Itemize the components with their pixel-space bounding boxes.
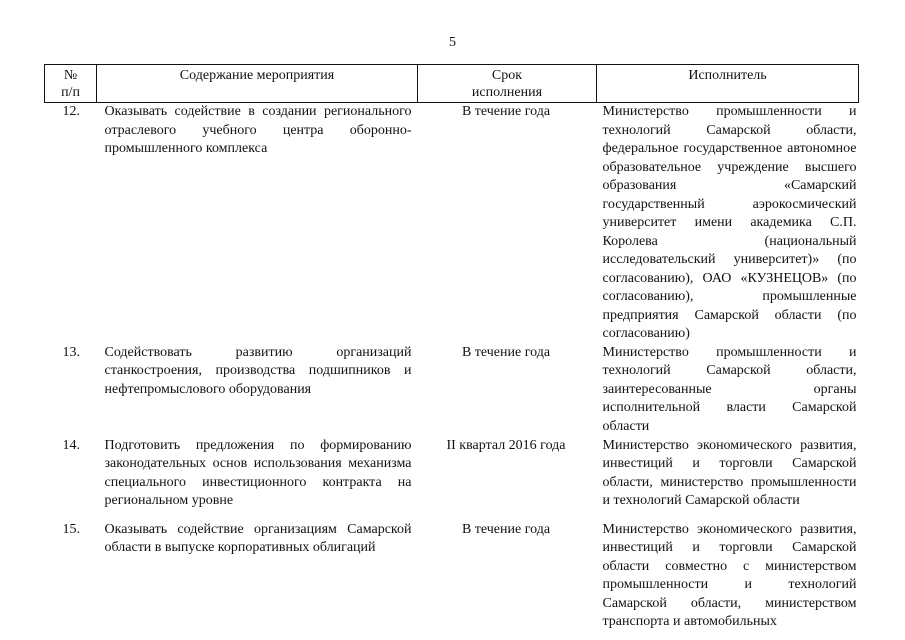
row-term: В течение года [461,521,551,537]
table-row [45,344,859,437]
row-content: Оказывать содействие в создании регионального отраслевого учебного центра оборонно-промышленного комплекса [104,104,412,156]
table-row [45,437,859,521]
table-row [45,103,859,344]
header-number: № п/п [45,65,97,103]
row-number: 14. [62,437,80,453]
row-content: Содействовать развитию организаций станкостроения, производства подшипников и нефтепромыслового оборудования [104,344,412,397]
row-term: В течение года [461,344,551,360]
page-number: 5 [449,35,456,50]
row-executor: Министерство экономического развития, инвестиций и торговли Самарской области совместно с министерством промышленности и технологий Самарской области, министерством транспорта и автомобильных [602,521,857,629]
row-executor: Министерство промышленности и технологий Самарской области, федеральное государственное автономное образовательное учреждение высшего образования «Самарский государственный аэрокосмический университет имени академика С.П. Королева (национальный исследовательский университет)» (по согласованию), ОАО «КУЗНЕЦОВ» (по согласованию), промышленные предприятия Самарской области (по согласованию) [602,104,857,341]
row-executor: Министерство экономического развития, инвестиций и торговли Самарской области, министерство промышленности и технологий Самарской области [602,437,857,508]
header-term: Срок исполнения [418,65,597,103]
table-row [45,521,859,632]
row-term: II квартал 2016 года [446,437,566,453]
row-content: Оказывать содействие организациям Самарской области в выпуске корпоративных облигаций [104,521,412,555]
measures-table [44,64,859,632]
header-content: Содержание мероприятия [97,65,418,103]
row-executor: Министерство промышленности и технологий Самарской области, заинтересованные органы исполнительной власти Самарской области [602,344,857,434]
row-content: Подготовить предложения по формированию законодательных основ использования механизма специального инвестиционного контракта на региональном уровне [104,437,412,508]
header-executor: Исполнитель [597,65,859,103]
row-number: 13. [62,344,80,360]
row-number: 15. [62,521,80,537]
row-number: 12. [62,104,80,119]
table-header-row [45,65,859,103]
row-term: В течение года [461,104,551,119]
